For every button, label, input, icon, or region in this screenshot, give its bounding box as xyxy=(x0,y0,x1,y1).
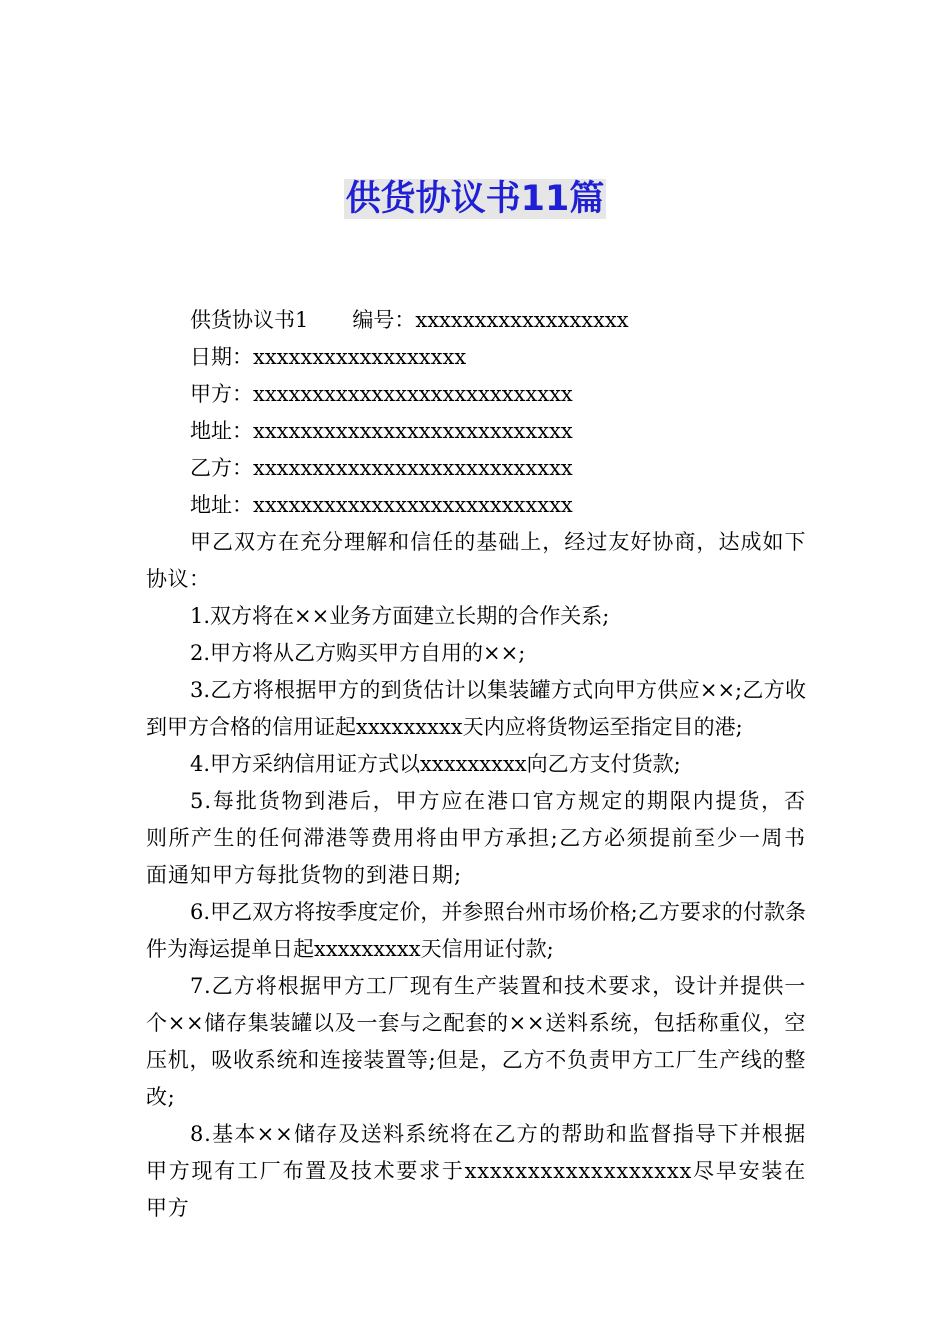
date-line xyxy=(146,339,806,376)
doc-name-line xyxy=(146,302,806,339)
number-value: xxxxxxxxxxxxxxxxxx xyxy=(415,308,629,332)
number-label: 编号： xyxy=(352,308,416,332)
address-b-label: 地址： xyxy=(190,493,253,517)
clause-6: 6.甲乙双方将按季度定价，并参照台州市场价格;乙方要求的付款条件为海运提单日起xxxxxxxxx天信用证付款; xyxy=(146,900,806,961)
clause-5: 5.每批货物到港后，甲方应在港口官方规定的期限内提货，否则所产生的任何滞港等费用将由甲方承担;乙方必须提前至少一周书面通知甲方每批货物的到港日期; xyxy=(146,789,806,887)
party-a-value: xxxxxxxxxxxxxxxxxxxxxxxxxxx xyxy=(253,382,573,406)
clause-1: 1.双方将在××业务方面建立长期的合作关系; xyxy=(190,604,610,628)
document-title-text: 供货协议书11篇 xyxy=(345,179,605,219)
clause-3: 3.乙方将根据甲方的到货估计以集装罐方式向甲方供应××;乙方收到甲方合格的信用证起xxxxxxxxx天内应将货物运至指定目的港; xyxy=(146,678,806,739)
date-value: xxxxxxxxxxxxxxxxxx xyxy=(253,345,467,369)
address-a-line xyxy=(146,413,806,450)
date-label: 日期： xyxy=(190,345,253,369)
address-a-label: 地址： xyxy=(190,419,253,443)
clause-2: 2.甲方将从乙方购买甲方自用的××; xyxy=(190,641,526,665)
intro-paragraph: 甲乙双方在充分理解和信任的基础上，经过友好协商，达成如下协议： xyxy=(146,530,806,591)
document-title xyxy=(0,176,950,222)
address-b-value: xxxxxxxxxxxxxxxxxxxxxxxxxxx xyxy=(253,493,573,517)
clause-4: 4.甲方采纳信用证方式以xxxxxxxxx向乙方支付货款; xyxy=(190,752,681,776)
address-a-value: xxxxxxxxxxxxxxxxxxxxxxxxxxx xyxy=(253,419,573,443)
party-b-label: 乙方： xyxy=(190,456,253,480)
party-b-value: xxxxxxxxxxxxxxxxxxxxxxxxxxx xyxy=(253,456,573,480)
document-body xyxy=(146,302,806,1227)
address-b-line xyxy=(146,487,806,524)
doc-name: 供货协议书1 xyxy=(190,308,309,332)
clause-8: 8.基本××储存及送料系统将在乙方的帮助和监督指导下并根据甲方现有工厂布置及技术要求于xxxxxxxxxxxxxxxxxx尽早安装在甲方 xyxy=(146,1122,806,1220)
party-a-line xyxy=(146,376,806,413)
clause-7: 7.乙方将根据甲方工厂现有生产装置和技术要求，设计并提供一个××储存集装罐以及一套与之配套的××送料系统，包括称重仪，空压机，吸收系统和连接装置等;但是，乙方不负责甲方工厂生产线的整改; xyxy=(146,974,806,1109)
party-a-label: 甲方： xyxy=(190,382,253,406)
party-b-line xyxy=(146,450,806,487)
